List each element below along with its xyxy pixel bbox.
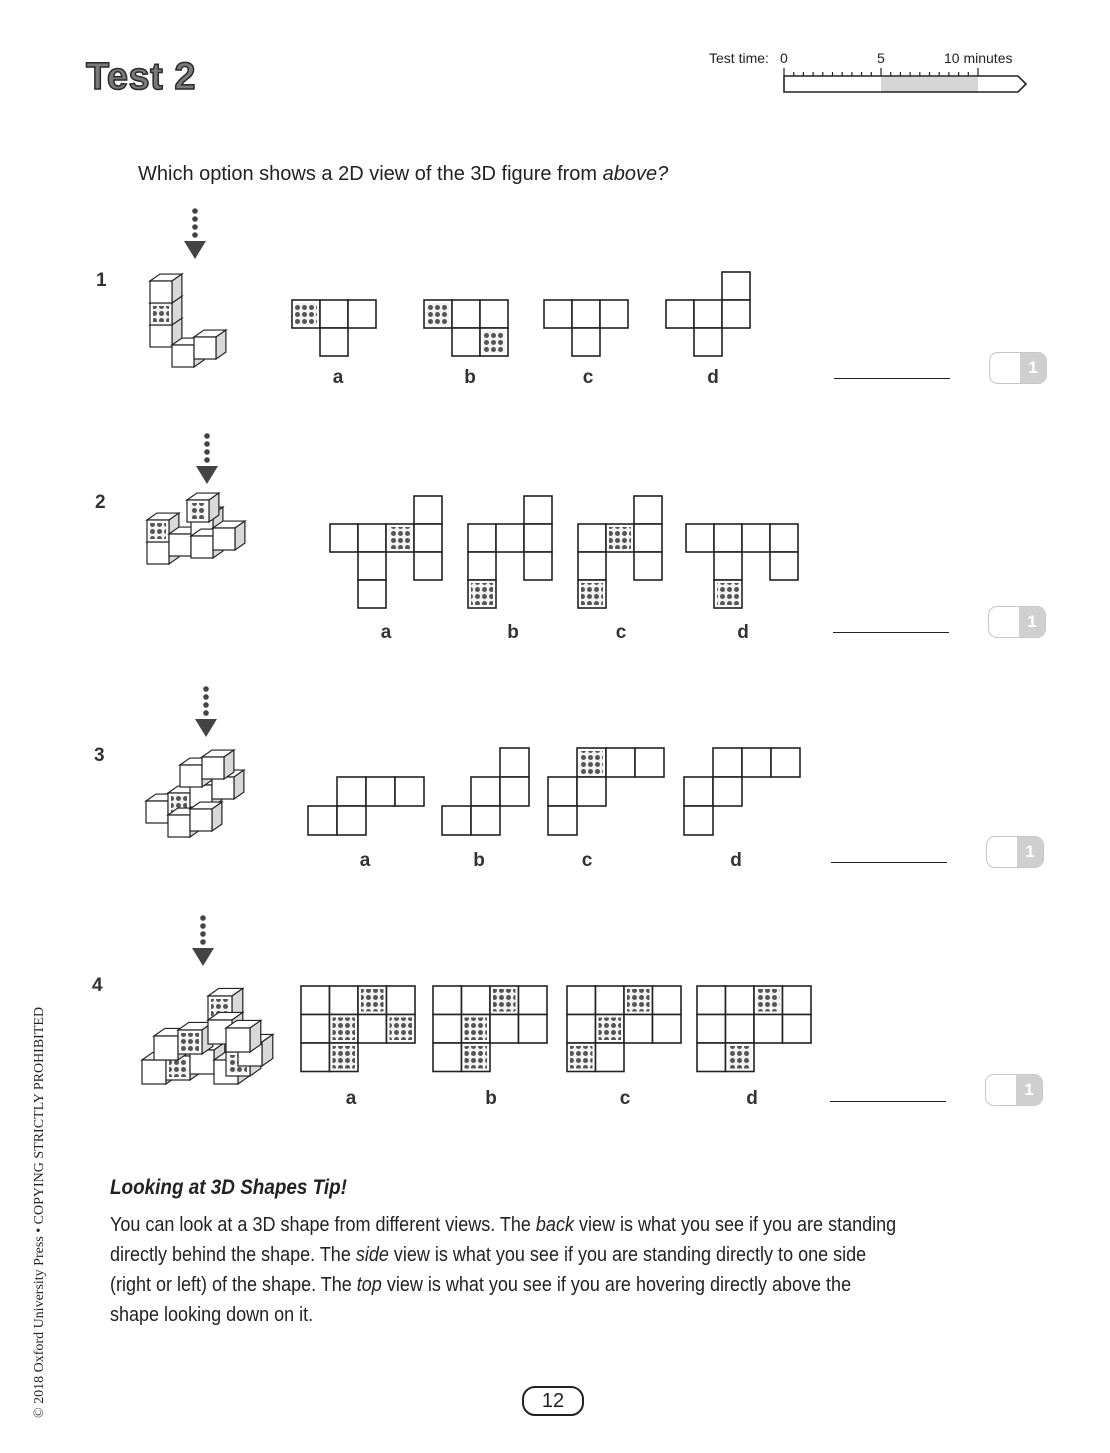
grid-cell [606,748,635,777]
dotted-cell [757,989,780,1012]
dotted-cell [570,1046,593,1069]
timer-tick-0: 0 [780,50,788,66]
option-label-a: a [359,850,371,871]
grid-cell [471,777,500,806]
grid-cell [471,806,500,835]
grid-cell [462,986,491,1015]
grid-cell [358,580,386,608]
grid-cell [567,986,596,1015]
dotted-cell [389,527,411,549]
grid-cell [468,524,496,552]
grid-cell [524,552,552,580]
grid-cell [490,1015,519,1044]
grid-cell [358,524,386,552]
grid-cell [301,1043,330,1072]
view-option [424,300,508,356]
answer-line[interactable] [830,1101,946,1102]
grid-cell [500,777,529,806]
grid-cell [684,777,713,806]
mark-box: 1 [985,1074,1043,1106]
grid-cell [330,986,359,1015]
grid-cell [771,748,800,777]
grid-cell [572,328,600,356]
dotted-cell [471,583,493,605]
grid-cell [433,1015,462,1044]
answer-line[interactable] [833,632,949,633]
timer-shaded-range [881,77,978,92]
grid-cell [320,300,348,328]
grid-cell [722,272,750,300]
grid-cell [442,806,471,835]
grid-cell [634,496,662,524]
grid-cell [770,552,798,580]
option-label-c: c [619,1088,631,1109]
grid-cell [686,524,714,552]
grid-cell [387,986,416,1015]
dotted-cell [580,751,603,774]
grid-cell [548,777,577,806]
grid-cell [452,300,480,328]
down-arrow-icon [195,686,217,737]
tip-heading: Looking at 3D Shapes Tip! [110,1176,347,1199]
view-option [292,300,376,356]
question-number: 2 [95,492,106,513]
grid-cell [301,986,330,1015]
grid-cell [308,806,337,835]
grid-cell [480,300,508,328]
timer-tick-10: 10 minutes [944,50,1013,66]
view-option [686,524,798,608]
grid-cell [578,524,606,552]
grid-cell [783,986,812,1015]
grid-cell [524,496,552,524]
grid-cell [770,524,798,552]
grid-cell [366,777,395,806]
dotted-cell [599,1018,622,1041]
grid-cell [653,1015,682,1044]
dotted-cell [295,303,317,325]
dotted-cell [581,583,603,605]
grid-cell [337,806,366,835]
grid-cell [722,300,750,328]
question-3-figure [140,683,270,858]
grid-cell [572,300,600,328]
option-label-b: b [507,622,519,643]
view-option [433,986,547,1072]
answer-line[interactable] [831,862,947,863]
question-number: 4 [92,975,103,996]
option-label-d: d [737,622,749,643]
grid-cell [548,806,577,835]
mark-box: 1 [988,606,1046,638]
grid-cell [468,552,496,580]
timer-tick-5: 5 [877,50,885,66]
question-1-options [280,262,780,372]
dotted-cell [717,583,739,605]
grid-cell [596,1043,625,1072]
dotted-cell [493,989,516,1012]
grid-cell [452,328,480,356]
grid-cell [519,986,548,1015]
grid-cell [320,328,348,356]
mark-box: 1 [989,352,1047,384]
grid-cell [519,1015,548,1044]
grid-cell [596,986,625,1015]
answer-line[interactable] [834,378,950,379]
grid-cell [348,300,376,328]
grid-cell [694,300,722,328]
grid-cell [600,300,628,328]
grid-cell [634,524,662,552]
option-label-a: a [345,1088,357,1109]
grid-cell [742,748,771,777]
option-label-d: d [730,850,742,871]
grid-cell [500,748,529,777]
option-label-b: b [485,1088,497,1109]
dotted-cell [333,1046,356,1069]
question-4-figure [138,912,278,1097]
grid-cell [666,300,694,328]
grid-cell [624,1015,653,1044]
option-label-b: b [473,850,485,871]
view-option [330,496,442,608]
grid-cell [714,552,742,580]
view-option [442,748,529,835]
grid-cell [496,524,524,552]
question-number: 3 [94,745,105,766]
view-option [567,986,681,1072]
grid-cell [697,1015,726,1044]
grid-cell [697,1043,726,1072]
grid-cell [635,748,664,777]
grid-cell [395,777,424,806]
option-label-c: c [582,367,594,388]
view-option [544,300,628,356]
option-label-a: a [380,622,392,643]
grid-cell [714,524,742,552]
down-arrow-icon [196,433,218,484]
view-option [548,748,664,835]
grid-cell [726,986,755,1015]
dotted-cell [483,331,505,353]
option-label-a: a [332,367,344,388]
view-option [578,496,662,608]
timer-label: Test time: [709,50,769,66]
dotted-cell [627,989,650,1012]
dotted-cell [427,303,449,325]
grid-cell [783,1015,812,1044]
grid-cell [713,777,742,806]
page-number: 12 [522,1386,584,1416]
grid-cell [726,1015,755,1044]
grid-cell [567,1015,596,1044]
dotted-cell [361,989,384,1012]
grid-cell [358,1015,387,1044]
timer-bar [780,66,1030,98]
dotted-cell [465,1046,488,1069]
grid-cell [653,986,682,1015]
option-label-c: c [615,622,627,643]
isometric-cube-figure [142,988,273,1084]
page-title: Test 2 [86,56,197,98]
question-1-figure [130,205,240,375]
view-option [301,986,415,1072]
isometric-cube-figure [147,493,245,564]
instruction-text: Which option shows a 2D view of the 3D figure from above? [138,163,669,185]
grid-cell [414,524,442,552]
grid-cell [634,552,662,580]
question-4-options [295,980,825,1080]
dotted-cell [390,1018,413,1041]
grid-cell [433,1043,462,1072]
dotted-cell [465,1018,488,1041]
grid-cell [301,1015,330,1044]
view-option [308,777,424,835]
dotted-cell [333,1018,356,1041]
grid-cell [694,328,722,356]
dotted-cell [729,1046,752,1069]
grid-cell [578,552,606,580]
question-number: 1 [96,270,107,291]
grid-cell [433,986,462,1015]
option-label-c: c [581,850,593,871]
view-option [697,986,811,1072]
question-3-options [300,740,820,850]
grid-cell [577,777,606,806]
option-label-d: d [707,367,719,388]
grid-cell [414,552,442,580]
view-option [666,272,750,356]
tip-body: You can look at a 3D shape from different views. The back view is what you see if you are standing directly behind the shape. The side view is what you see if you are standing directly to one side (right or left) of the shape. The top view is what you see if you are hovering directly above the shape looking down on it. [110,1214,897,1326]
mark-box: 1 [986,836,1044,868]
grid-cell [684,806,713,835]
down-arrow-icon [192,915,214,966]
grid-cell [330,524,358,552]
view-option [468,496,552,608]
grid-cell [742,524,770,552]
option-label-b: b [464,367,476,388]
question-2-options [320,488,820,623]
grid-cell [337,777,366,806]
grid-cell [414,496,442,524]
down-arrow-icon [184,208,206,259]
grid-cell [358,552,386,580]
question-2-figure [135,430,265,590]
option-label-d: d [746,1088,758,1109]
grid-cell [524,524,552,552]
copyright-notice: © 2018 Oxford University Press • COPYING STRICTLY PROHIBITED [32,1006,47,1418]
grid-cell [544,300,572,328]
grid-cell [697,986,726,1015]
isometric-cube-figure [146,750,244,837]
grid-cell [754,1015,783,1044]
dotted-cell [609,527,631,549]
view-option [684,748,800,835]
grid-cell [713,748,742,777]
isometric-cube-figure [150,274,226,367]
